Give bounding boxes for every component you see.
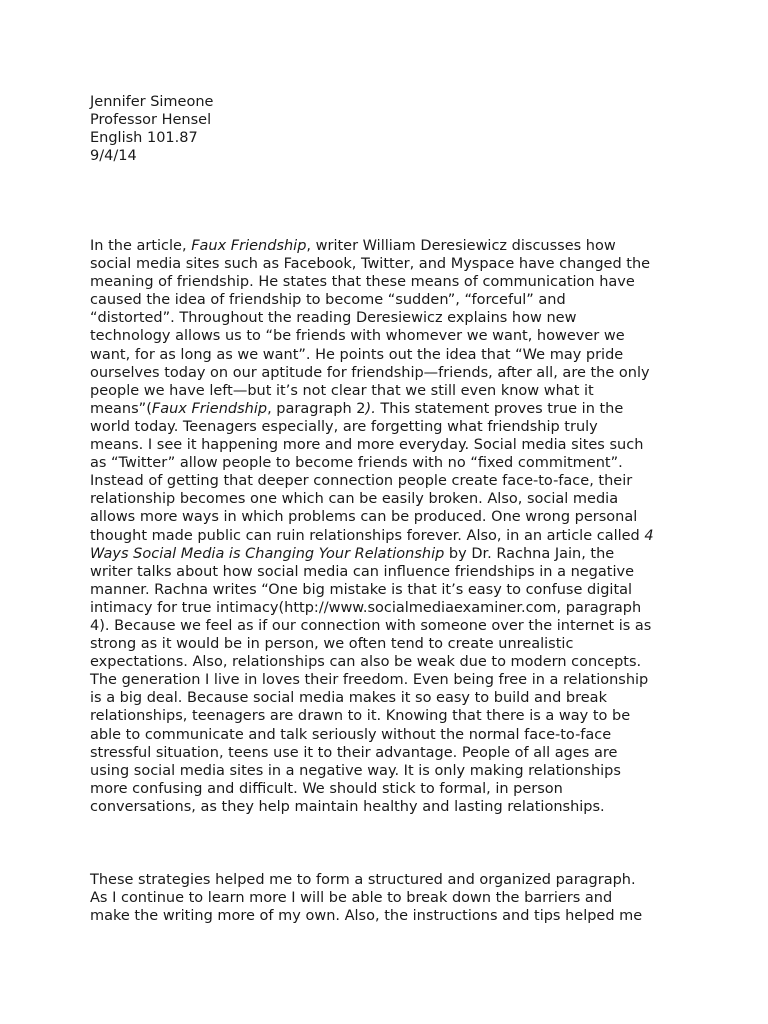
- text-run: In the article,: [90, 238, 192, 254]
- essay-header: [90, 93, 213, 165]
- paragraph-line: [90, 545, 654, 563]
- italic-text: 4: [644, 527, 654, 544]
- text-run: means”(: [90, 400, 152, 417]
- text-run: means. I see it happening more and more everyday. Social media sites such: [90, 437, 644, 454]
- paragraph-line: [90, 346, 654, 364]
- paragraph-line: [90, 581, 654, 599]
- paragraph-line: [90, 436, 654, 454]
- italic-text: ).: [365, 400, 376, 417]
- text-run: by Dr. Rachna Jain, the: [444, 545, 615, 562]
- paragraph-line: [90, 707, 654, 725]
- paragraph-line: [90, 563, 654, 581]
- text-run: writer talks about how social media can influence friendships in a negative: [90, 563, 634, 580]
- main-paragraph: [90, 237, 654, 816]
- professor-name: Professor Hensel: [90, 112, 212, 128]
- paragraph-line: [90, 454, 654, 472]
- paragraph-line: [90, 762, 654, 780]
- paragraph-line: [90, 798, 654, 816]
- paragraph-line: [90, 255, 654, 273]
- text-run: The generation I live in loves their freedom. Even being free in a relationship: [90, 672, 649, 689]
- paragraph-line: [90, 599, 654, 617]
- italic-text: Faux Friendship: [191, 238, 307, 254]
- text-run: thought made public can ruin relationships forever. Also, in an article called: [90, 527, 645, 544]
- text-run: This statement proves true in the: [375, 400, 624, 417]
- text-run: expectations. Also, relationships can also be weak due to modern concepts.: [90, 654, 642, 671]
- paragraph-line: [90, 508, 654, 526]
- paragraph-line: [90, 726, 654, 744]
- paragraph-line: [90, 617, 654, 635]
- paragraph-line: [90, 309, 654, 327]
- italic-text: Ways Social Media is Changing Your Relationship: [90, 545, 445, 562]
- text-run: relationship becomes one which can be easily broken. Also, social media: [90, 491, 619, 508]
- paragraph-line: [90, 689, 654, 707]
- paragraph-line: [90, 635, 654, 653]
- paragraph-line: [90, 237, 654, 255]
- text-run: people we have left—but it’s not clear that we still even know what it: [90, 382, 594, 399]
- text-run: intimacy for true intimacy(http://www.socialmediaexaminer.com, paragraph: [90, 599, 642, 616]
- text-run: social media sites such as Facebook, Twitter, and Myspace have changed the: [90, 256, 651, 273]
- closing-paragraph: [90, 871, 642, 925]
- paragraph-line: [90, 780, 654, 798]
- text-run: caused the idea of friendship to become “sudden”, “forceful” and: [90, 292, 566, 309]
- text-run: manner. Rachna writes “One big mistake is that it’s easy to confuse digital: [90, 581, 633, 598]
- text-run: , paragraph 2: [267, 400, 366, 417]
- paragraph-line: [90, 327, 654, 345]
- text-run: able to communicate and talk seriously without the normal face-to-face: [90, 726, 612, 743]
- paragraph-line: [90, 889, 642, 907]
- text-run: is a big deal. Because social media makes it so easy to build and break: [90, 690, 607, 707]
- paragraph-line: [90, 490, 654, 508]
- text-run: using social media sites in a negative way. It is only making relationships: [90, 762, 621, 779]
- text-run: conversations, as they help maintain healthy and lasting relationships.: [90, 798, 605, 815]
- paragraph-line: [90, 291, 654, 309]
- text-run: , writer William Deresiewicz discusses how: [306, 238, 616, 254]
- paragraph-line: [90, 871, 642, 889]
- text-run: 4). Because we feel as if our connection with someone over the internet is as: [90, 617, 652, 634]
- text-run: meaning of friendship. He states that these means of communication have: [90, 274, 635, 291]
- text-run: technology allows us to “be friends with whomever we want, however we: [90, 328, 625, 345]
- text-run: world today. Teenagers especially, are forgetting what friendship truly: [90, 418, 598, 435]
- paragraph-line: [90, 364, 654, 382]
- course-name: English 101.87: [90, 130, 198, 146]
- text-run: want, for as long as we want”. He points out the idea that “We may pride: [90, 346, 624, 363]
- paragraph-line: [90, 472, 654, 490]
- paragraph-line: [90, 418, 654, 436]
- paragraph-line: [90, 527, 654, 545]
- paragraph-line: [90, 273, 654, 291]
- text-run: Instead of getting that deeper connection people create face-to-face, their: [90, 473, 633, 490]
- text-run: ourselves today on our aptitude for friendship—friends, after all, are the only: [90, 364, 650, 381]
- text-run: as “Twitter” allow people to become friends with no “fixed commitment”.: [90, 455, 623, 472]
- text-run: allows more ways in which problems can be produced. One wrong personal: [90, 509, 638, 526]
- text-run: relationships, teenagers are drawn to it. Knowing that there is a way to be: [90, 708, 631, 725]
- paragraph-line: [90, 744, 654, 762]
- author-name: Jennifer Simeone: [90, 94, 214, 110]
- paragraph-line: [90, 671, 654, 689]
- text-run: As I continue to learn more I will be able to break down the barriers and: [90, 890, 613, 907]
- text-run: more confusing and difficult. We should stick to formal, in person: [90, 780, 563, 797]
- text-run: These strategies helped me to form a structured and organized paragraph.: [90, 872, 636, 888]
- paragraph-line: [90, 907, 642, 925]
- text-run: “distorted”. Throughout the reading Deresiewicz explains how new: [90, 310, 577, 327]
- text-run: strong as it would be in person, we often tend to create unrealistic: [90, 636, 574, 653]
- text-run: stressful situation, teens use it to their advantage. People of all ages are: [90, 744, 618, 761]
- essay-date: 9/4/14: [90, 148, 137, 164]
- paragraph-line: [90, 400, 654, 418]
- italic-text: Faux Friendship: [151, 400, 268, 417]
- paragraph-line: [90, 382, 654, 400]
- text-run: make the writing more of my own. Also, the instructions and tips helped me: [90, 908, 643, 925]
- paragraph-line: [90, 653, 654, 671]
